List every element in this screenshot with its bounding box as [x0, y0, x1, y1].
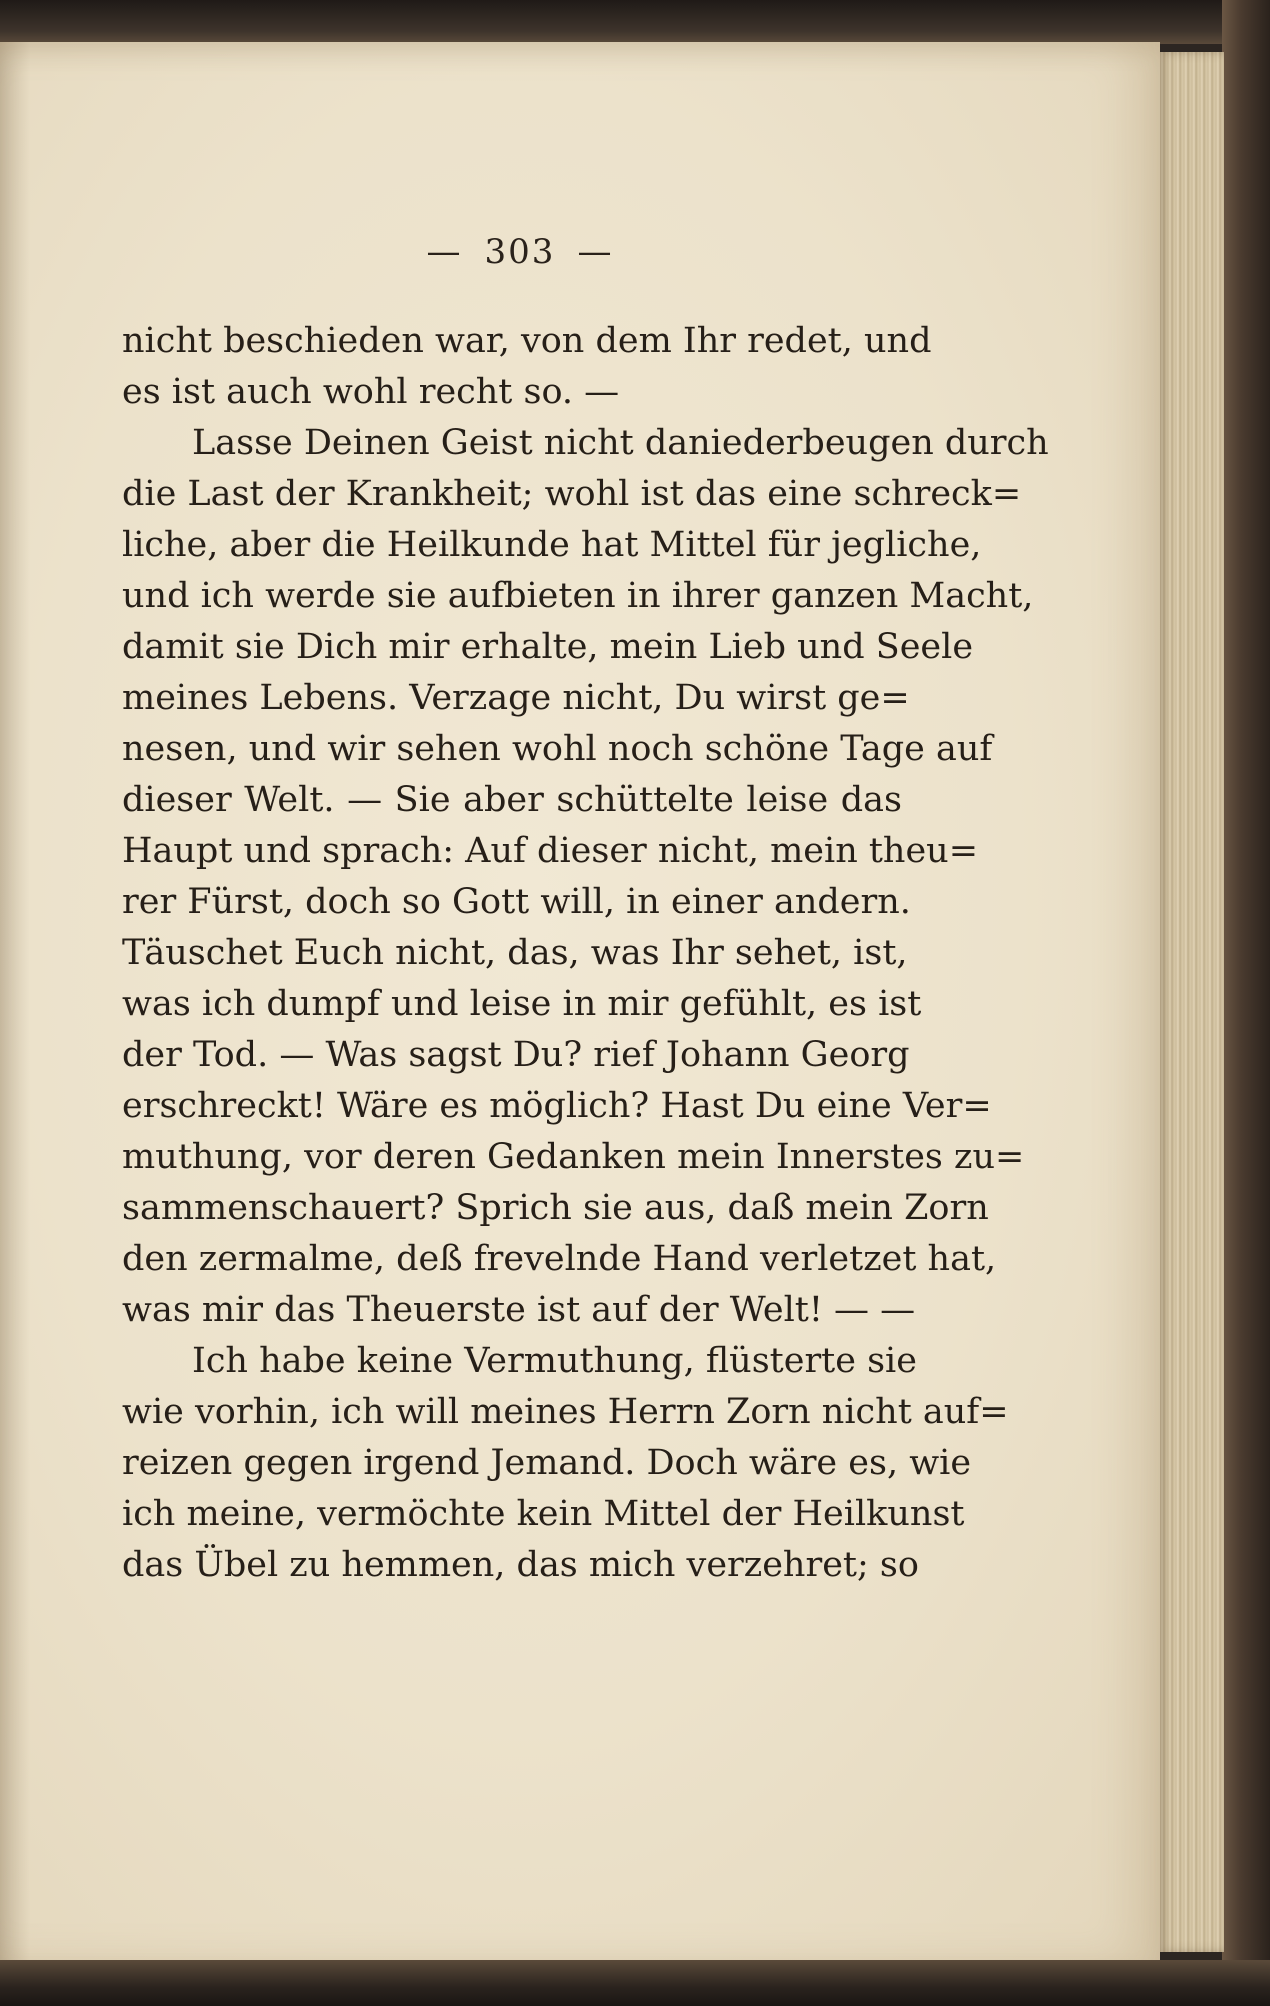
text-line: Täuschet Euch nicht, das, was Ihr sehet, ist, [122, 933, 908, 973]
text-line: damit sie Dich mir erhalte, mein Lieb und Seele [122, 627, 974, 667]
text-line: liche, aber die Heilkunde hat Mittel für jegliche, [122, 525, 982, 565]
text-line: Ich habe keine Vermuthung, flüsterte sie [192, 1341, 917, 1381]
text-line: und ich werde sie aufbieten in ihrer ganzen Macht, [122, 576, 1034, 616]
text-line: den zermalme, deß frevelnde Hand verletzet hat, [122, 1239, 997, 1279]
text-line: muthung, vor deren Gedanken mein Innerstes zu= [122, 1137, 1025, 1177]
text-line: wie vorhin, ich will meines Herrn Zorn nicht auf= [122, 1392, 1009, 1432]
page-number: 303 [484, 232, 556, 272]
book-cover-right-edge [1222, 0, 1270, 2006]
header-dash-right: — [577, 232, 614, 272]
text-line: reizen gegen irgend Jemand. Doch wäre es, wie [122, 1443, 972, 1483]
text-line: was mir das Theuerste ist auf der Welt! — — [122, 1290, 916, 1330]
page-header [380, 232, 660, 272]
text-line: der Tod. — Was sagst Du? rief Johann Georg [122, 1035, 910, 1075]
book-cover-top-edge [0, 0, 1270, 44]
body-text [122, 316, 1049, 1591]
text-line: die Last der Krankheit; wohl ist das eine schreck= [122, 474, 1022, 514]
gutter-shadow [0, 42, 30, 1962]
text-line: dieser Welt. — Sie aber schüttelte leise das [122, 780, 902, 820]
text-line: erschreckt! Wäre es möglich? Hast Du eine Ver= [122, 1086, 992, 1126]
text-line: Haupt und sprach: Auf dieser nicht, mein theu= [122, 831, 979, 871]
book-cover-bottom-edge [0, 1960, 1270, 2006]
header-dash-left: — [426, 232, 463, 272]
text-line: rer Fürst, doch so Gott will, in einer andern. [122, 882, 911, 922]
page-stack-edges [1158, 52, 1224, 1952]
text-line: nesen, und wir sehen wohl noch schöne Tage auf [122, 729, 993, 769]
text-line: nicht beschieden war, von dem Ihr redet, und [122, 321, 932, 361]
text-line: sammenschauert? Sprich sie aus, daß mein Zorn [122, 1188, 989, 1228]
text-line: es ist auch wohl recht so. — [122, 372, 620, 412]
text-line: Lasse Deinen Geist nicht daniederbeugen durch [192, 423, 1049, 463]
text-line: meines Lebens. Verzage nicht, Du wirst ge= [122, 678, 910, 718]
text-line: ich meine, vermöchte kein Mittel der Heilkunst [122, 1494, 965, 1534]
text-line: was ich dumpf und leise in mir gefühlt, es ist [122, 984, 922, 1024]
text-line: das Übel zu hemmen, das mich verzehret; so [122, 1545, 919, 1585]
